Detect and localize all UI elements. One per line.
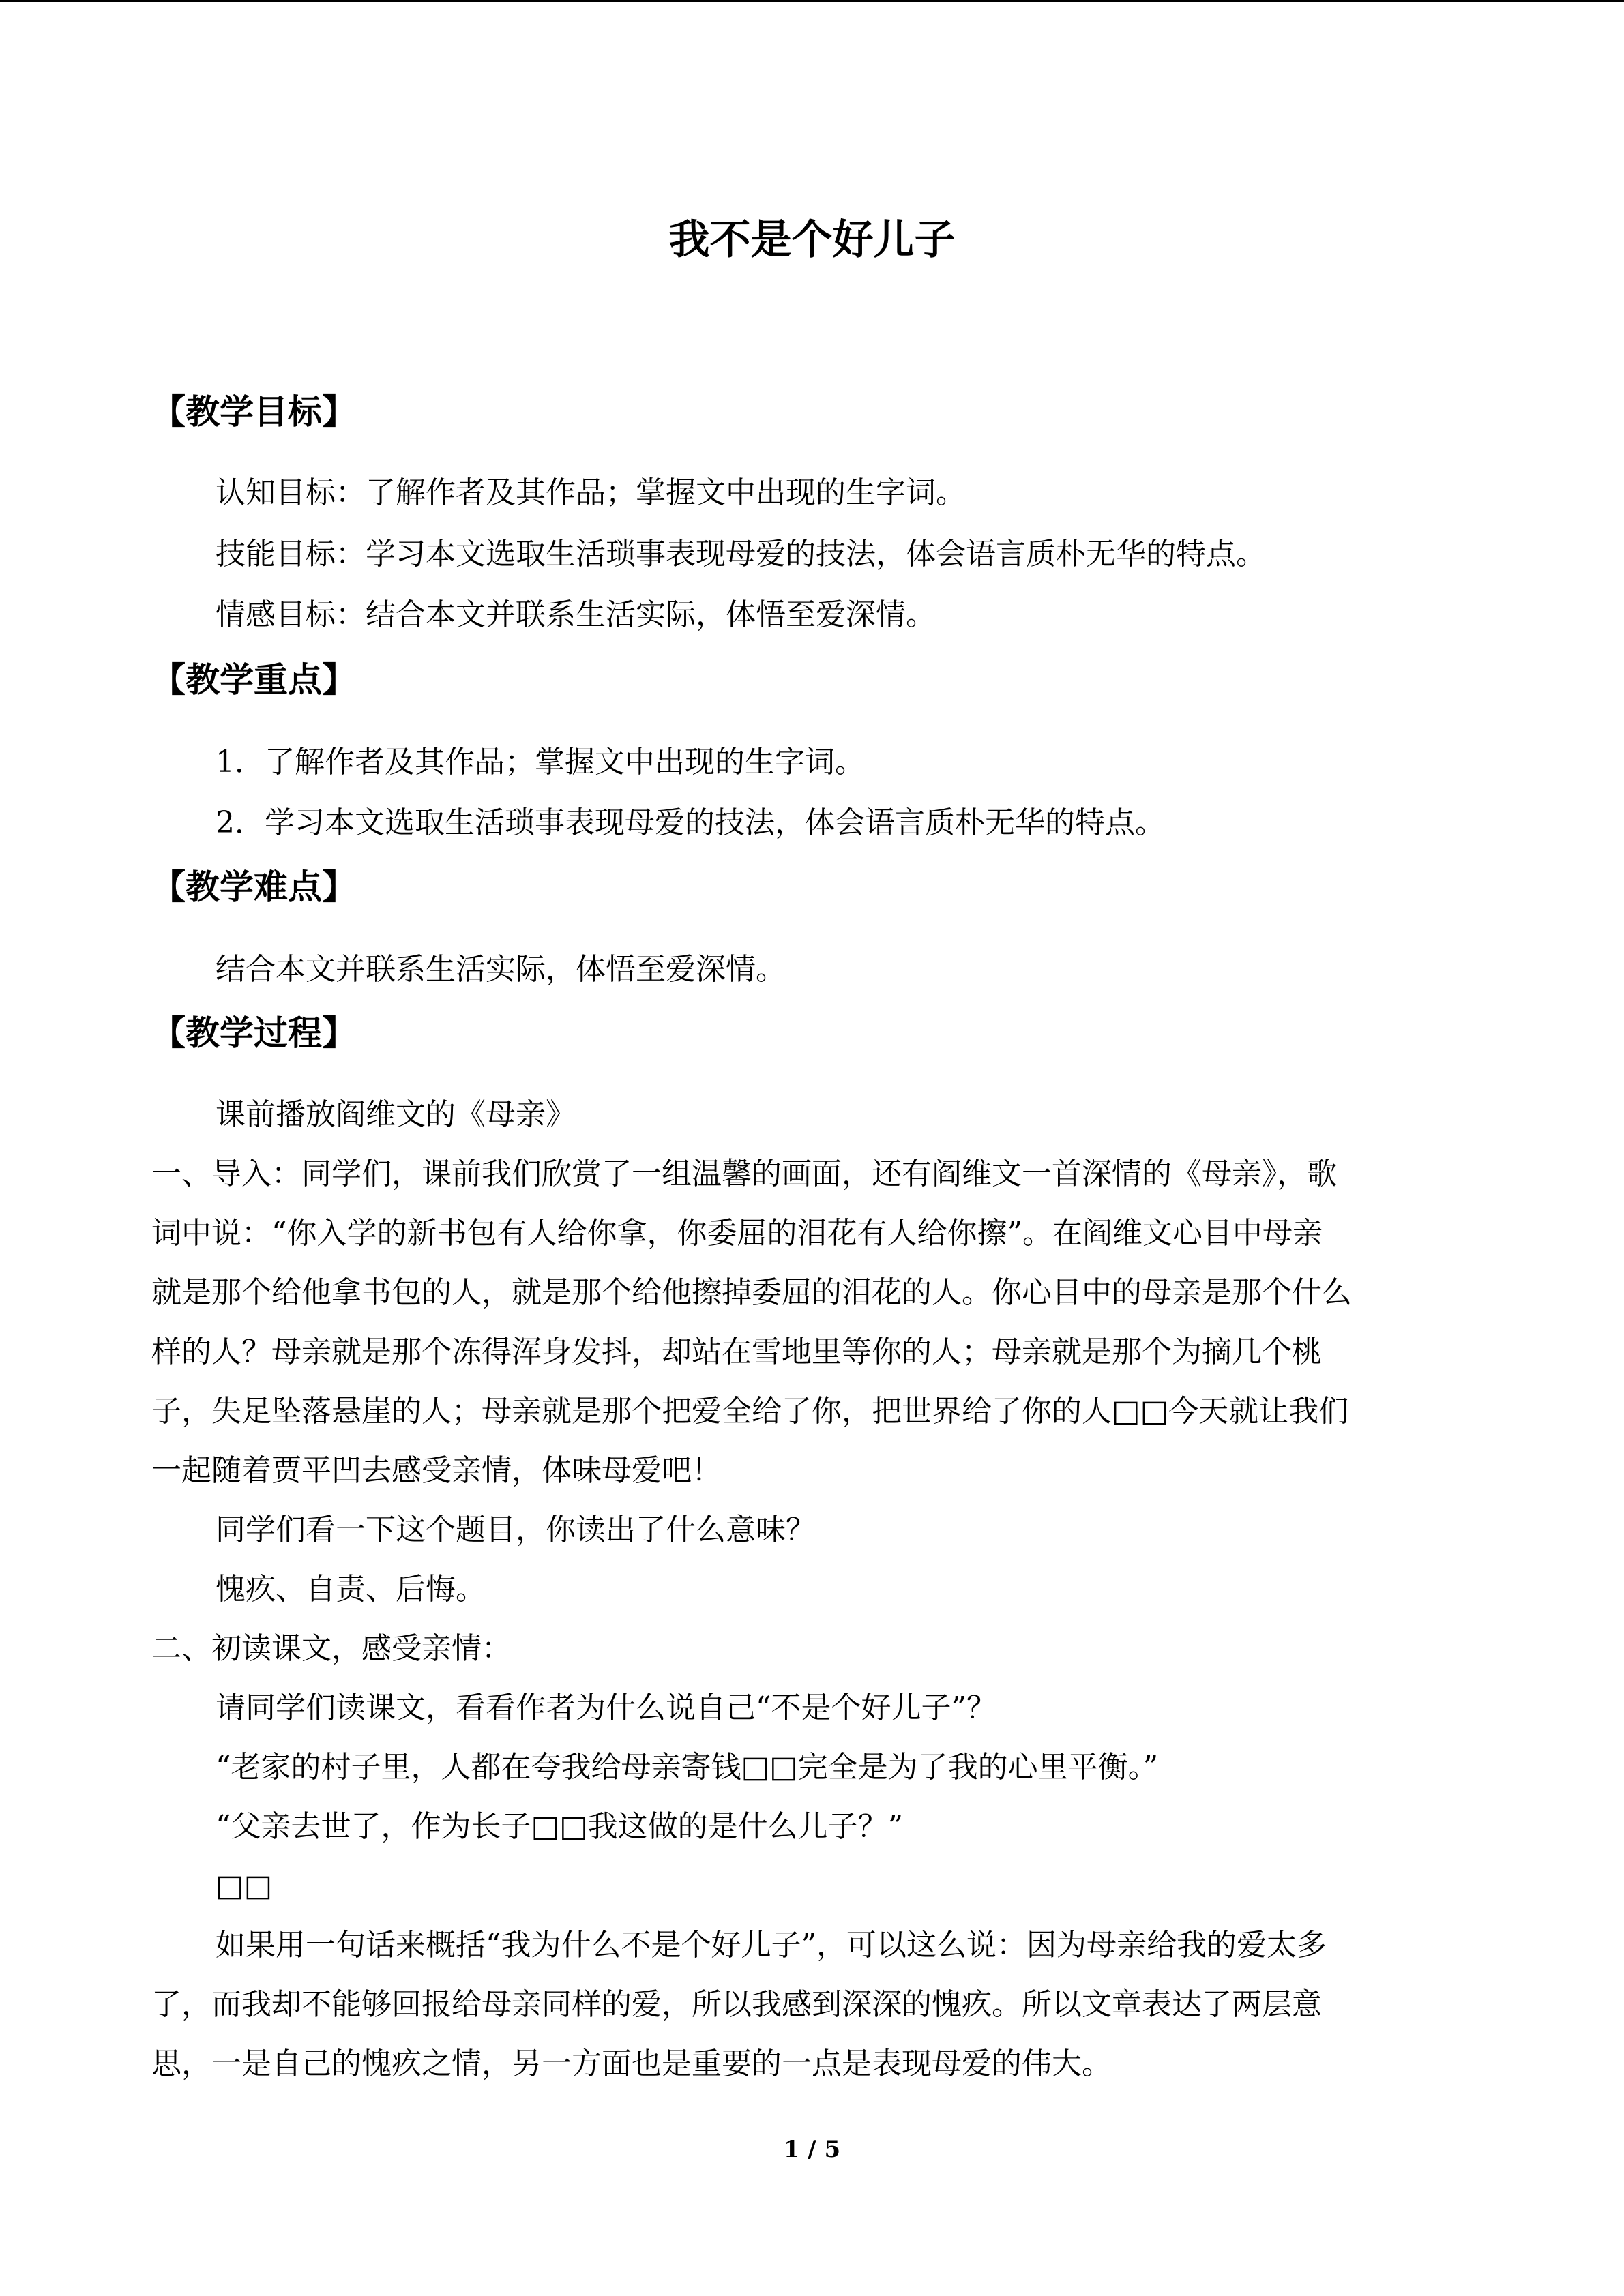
section-heading-process: 【教学过程】 xyxy=(151,1013,356,1053)
process-line: 同学们看一下这个题目，你读出了什么意味？ xyxy=(216,1512,816,1547)
process-line: 一、导入：同学们，课前我们欣赏了一组温馨的画面，还有阎维文一首深情的《母亲》，歌 xyxy=(151,1157,1337,1191)
goals-line-skill: 技能目标：学习本文选取生活琐事表现母爱的技法，体会语言质朴无华的特点。 xyxy=(216,537,1266,571)
process-subheading: 二、初读课文，感受亲情： xyxy=(151,1631,512,1666)
page-number: 1 / 5 xyxy=(783,2136,841,2163)
section-heading-key-points: 【教学重点】 xyxy=(151,660,356,700)
difficulty-line: 结合本文并联系生活实际，体悟至爱深情。 xyxy=(216,952,786,987)
process-line: 子，失足坠落悬崖的人；母亲就是那个把爱全给了你，把世界给了你的人□□今天就让我们 xyxy=(151,1394,1349,1429)
process-quote: “老家的村子里，人都在夸我给母亲寄钱□□完全是为了我的心里平衡。” xyxy=(216,1750,1159,1785)
key-point-item-1: 1．了解作者及其作品；掌握文中出现的生字词。 xyxy=(216,745,865,779)
process-line: 请同学们读课文，看看作者为什么说自己“不是个好儿子”？ xyxy=(216,1690,996,1725)
goals-line-emotion: 情感目标：结合本文并联系生活实际，体悟至爱深情。 xyxy=(216,597,936,632)
key-point-item-2: 2．学习本文选取生活琐事表现母爱的技法，体会语言质朴无华的特点。 xyxy=(216,805,1165,840)
process-line: 如果用一句话来概括“我为什么不是个好儿子”，可以这么说：因为母亲给我的爱太多 xyxy=(216,1928,1327,1963)
section-heading-goals: 【教学目标】 xyxy=(151,392,356,432)
process-line: 一起随着贾平凹去感受亲情，体味母爱吧！ xyxy=(151,1453,722,1488)
process-line: □□ xyxy=(216,1868,273,1903)
top-border-line xyxy=(0,0,1624,2)
goals-line-cognitive: 认知目标：了解作者及其作品；掌握文中出现的生字词。 xyxy=(216,475,966,510)
process-line: 思，一是自己的愧疚之情，另一方面也是重要的一点是表现母爱的伟大。 xyxy=(151,2046,1112,2081)
process-quote: “父亲去世了，作为长子□□我这做的是什么儿子？” xyxy=(216,1809,904,1844)
document-title: 我不是个好儿子 xyxy=(668,216,956,264)
process-line: 样的人？母亲就是那个冻得浑身发抖，却站在雪地里等你的人；母亲就是那个为摘几个桃 xyxy=(151,1335,1322,1369)
section-heading-difficulties: 【教学难点】 xyxy=(151,867,356,907)
process-line: 就是那个给他拿书包的人，就是那个给他擦掉委屈的泪花的人。你心目中的母亲是那个什么 xyxy=(151,1275,1352,1310)
process-line: 愧疚、自责、后悔。 xyxy=(216,1572,486,1607)
process-line: 词中说：“你入学的新书包有人给你拿，你委屈的泪花有人给你擦”。在阎维文心目中母亲 xyxy=(151,1216,1323,1251)
process-line: 了，而我却不能够回报给母亲同样的爱，所以我感到深深的愧疚。所以文章表达了两层意 xyxy=(151,1987,1322,2022)
process-line: 课前播放阎维文的《母亲》 xyxy=(216,1097,576,1132)
